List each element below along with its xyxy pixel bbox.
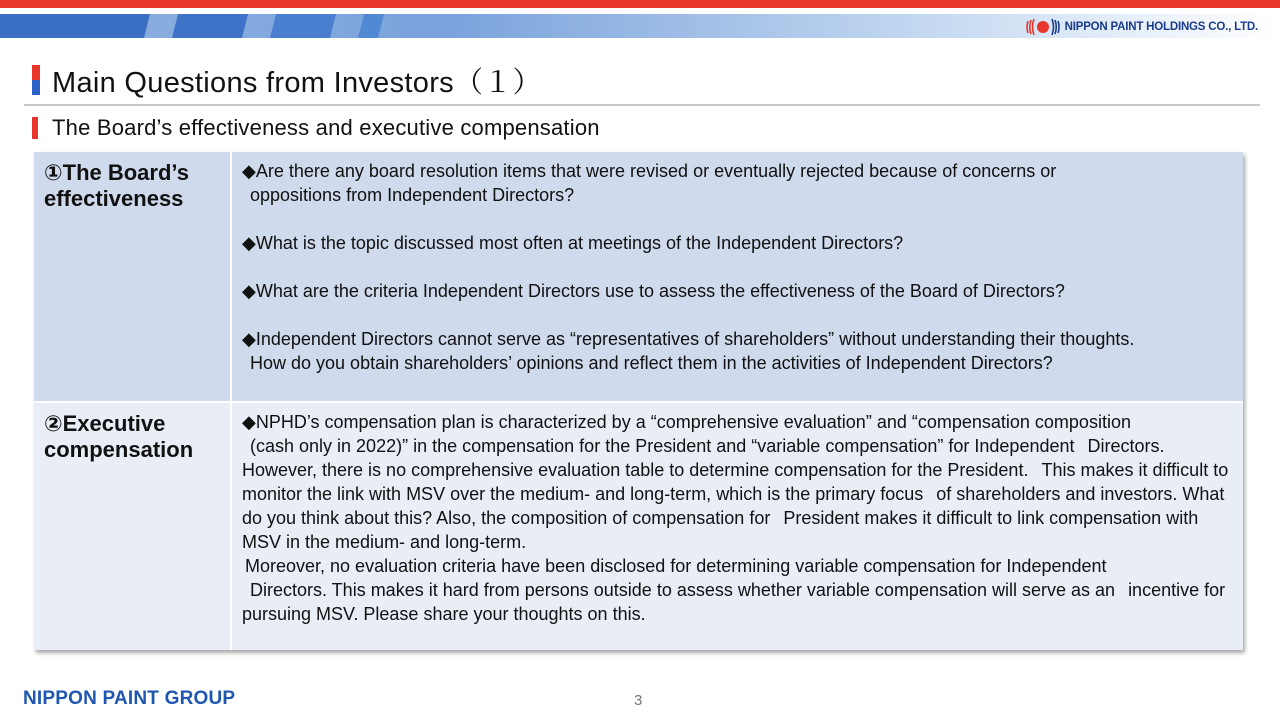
question-text-continued: Moreover, no evaluation criteria have been disclosed for determining variable compensation for Independent	[245, 556, 1107, 576]
question-text: ◆NPHD’s compensation plan is characterized by a “comprehensive evaluation” and “compensation composition	[242, 412, 1131, 432]
category-cell	[34, 403, 230, 650]
company-logo	[1026, 17, 1258, 37]
table-row-executive-compensation	[34, 403, 1243, 650]
question-text-continued: Directors. This makes it hard from persons outside to assess whether variable compensation will serve as an	[250, 580, 1116, 600]
top-accent-bar	[0, 0, 1280, 8]
questions-table	[34, 152, 1243, 650]
question-text-continued: This makes it difficult to monitor the link with MSV over the medium- and long-term, which is the primary focus	[242, 460, 1229, 504]
question-text-continued: Directors. However, there is no comprehensive evaluation table to determine compensation for the President.	[242, 436, 1165, 480]
title-row	[32, 60, 542, 100]
title-divider	[24, 104, 1260, 106]
company-name: NIPPON PAINT HOLDINGS CO., LTD.	[1064, 21, 1258, 33]
table-row-board-effectiveness	[34, 152, 1243, 401]
question-text-continued: President makes it difficult to link compensation with MSV in the medium- and long-term.	[242, 508, 1199, 552]
question-item	[242, 231, 1231, 255]
page-number: 3	[634, 692, 643, 709]
question-text-continued: incentive for pursuing MSV. Please share your thoughts on this.	[242, 580, 1226, 624]
question-text: ◆Independent Directors cannot serve as “representatives of shareholders” without understanding their thoughts.	[242, 329, 1135, 349]
questions-cell	[232, 403, 1243, 650]
question-text-continued: of shareholders and investors. What do you think about this? Also, the composition of compensation for	[242, 484, 1225, 528]
section-subtitle: The Board’s effectiveness and executive compensation	[52, 115, 600, 140]
subtitle-accent-bar	[32, 117, 38, 139]
subtitle-row	[32, 114, 600, 142]
question-text-continued: oppositions from Independent Directors?	[250, 185, 575, 205]
category-cell	[34, 152, 230, 401]
category-label: ②Executive compensation	[44, 411, 194, 462]
group-logo: NIPPON PAINT GROUP	[23, 688, 236, 709]
question-text-continued: (cash only in 2022)” in the compensation for the President and “variable compensation” for Independent	[250, 436, 1075, 456]
title-accent-bar	[32, 65, 40, 95]
category-label: ①The Board’s effectiveness	[44, 160, 189, 211]
question-item	[242, 159, 1231, 207]
question-text: ◆Are there any board resolution items that were revised or eventually rejected because of concerns or	[242, 161, 1057, 181]
questions-cell	[232, 152, 1243, 401]
question-item	[242, 327, 1231, 375]
page-title: Main Questions from Investors（１）	[52, 66, 542, 99]
question-text: ◆What is the topic discussed most often at meetings of the Independent Directors?	[242, 233, 904, 253]
question-text: ◆What are the criteria Independent Directors use to assess the effectiveness of the Board of Directors?	[242, 281, 1065, 301]
question-text-continued: How do you obtain shareholders’ opinions and reflect them in the activities of Independent Directors?	[250, 353, 1053, 373]
question-item	[242, 279, 1231, 303]
brand-mark-icon	[1026, 17, 1062, 37]
